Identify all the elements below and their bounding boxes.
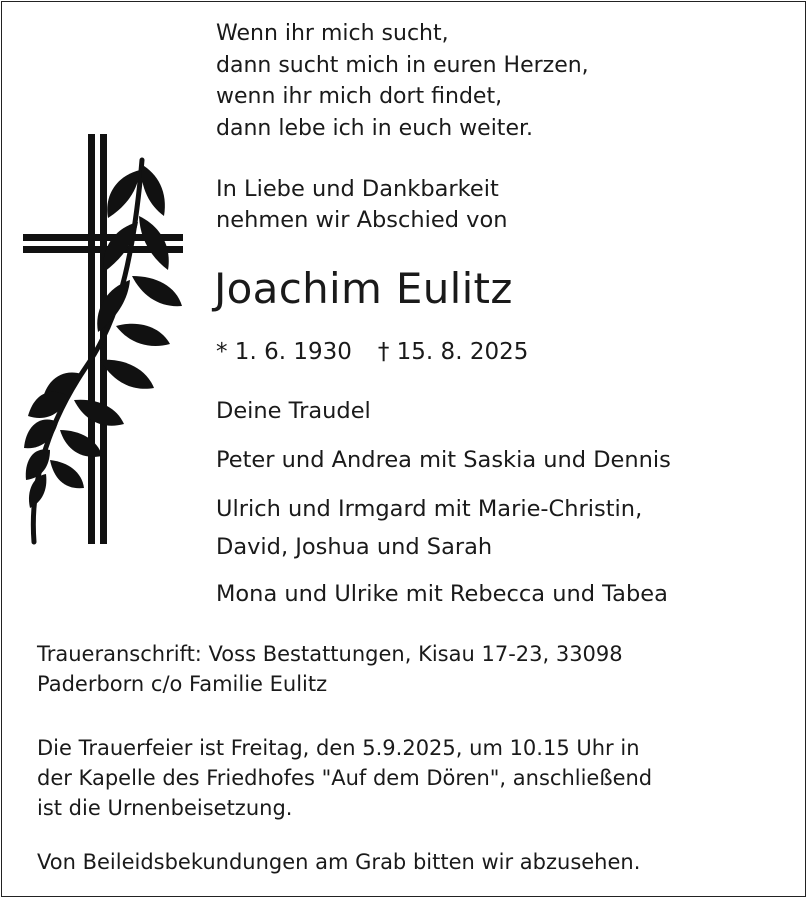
address-line: Traueranschrift: Voss Bestattungen, Kisau 17-23, 33098: [37, 642, 623, 666]
funeral-ceremony-info: [37, 733, 652, 823]
death-date: † 15. 8. 2025: [377, 339, 529, 365]
poem-line: Wenn ihr mich sucht,: [216, 21, 449, 46]
mourning-address: [37, 639, 623, 699]
birth-date: * 1. 6. 1930: [216, 339, 352, 365]
ceremony-line: der Kapelle des Friedhofes "Auf dem Dören", anschließend: [37, 766, 653, 790]
memorial-poem: [216, 18, 589, 144]
poem-line: dann sucht mich in euren Herzen,: [216, 52, 589, 78]
mourner-line: Deine Traudel: [216, 398, 371, 424]
mourner-line: Mona und Ulrike mit Rebecca und Tabea: [216, 581, 668, 607]
mourner-line: David, Joshua und Sarah: [216, 534, 493, 560]
farewell-intro: [216, 174, 508, 236]
deceased-name: Joachim Eulitz: [214, 264, 513, 313]
intro-line: In Liebe und Dankbarkeit: [216, 176, 499, 202]
life-dates: [216, 335, 528, 369]
mourner-line: Peter und Andrea mit Saskia und Dennis: [216, 447, 671, 473]
mourner-line: Ulrich und Irmgard mit Marie-Christin,: [216, 496, 643, 522]
address-line: Paderborn c/o Familie Eulitz: [37, 672, 328, 696]
ceremony-line: Die Trauerfeier ist Freitag, den 5.9.2025, um 10.15 Uhr in: [37, 736, 640, 760]
poem-line: dann lebe ich in euch weiter.: [216, 115, 533, 141]
condolence-note: Von Beileidsbekundungen am Grab bitten wir abzusehen.: [37, 850, 641, 874]
poem-line: wenn ihr mich dort findet,: [216, 84, 503, 109]
intro-line: nehmen wir Abschied von: [216, 207, 508, 233]
cross-with-palm-branch-icon: [20, 130, 190, 550]
ceremony-line: ist die Urnenbeisetzung.: [37, 796, 293, 820]
